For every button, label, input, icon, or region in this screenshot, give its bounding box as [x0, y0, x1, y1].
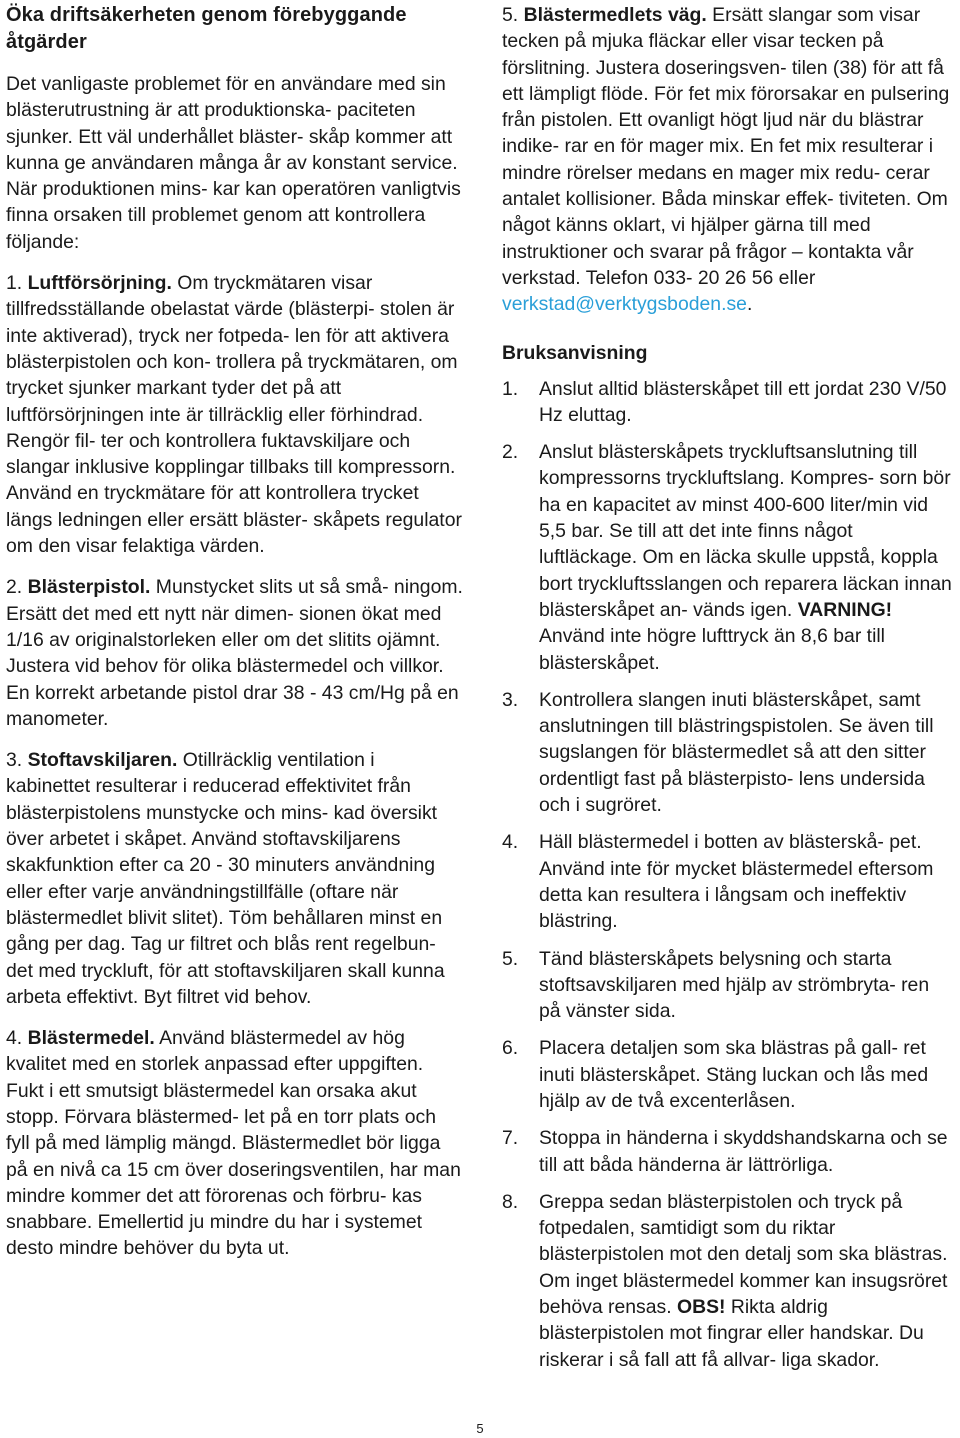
item-title: Stoftavskiljaren. [27, 749, 178, 772]
step-text: Greppa sedan blästerpistolen och tryck på fotpedalen, samtidigt som du riktar blästerpistolen mot den detalj som ska blästras. Om inget blästermedel kommer kan insugsröret behöva rensas. [539, 1190, 948, 1319]
step-number: 4. [502, 831, 519, 854]
email-link[interactable]: verkstad@verktygsboden.se [502, 293, 747, 316]
left-column [6, 0, 464, 1277]
email-suffix: . [746, 293, 753, 316]
step-text: Placera detaljen som ska blästras på gall- ret inuti blästerskåpet. Stäng luckan och lås med hjälp av de två excenterlåsen. [539, 1037, 929, 1112]
instruction-step [502, 946, 954, 1025]
item-text: Otillräcklig ventilation i kabinettet resulterar i reducerad effektivitet från blästerpistolens munstycke och mins- kad översikt över arbetet i skåpet. Använd stoftavskiljarens skakfunktion efter ca 20 - 30 minuters användning eller efter varje användningstillfälle (oftare när blästermedlet blivit slitet). Töm behållaren minst en gång per dag. Tag ur filtret och blås rent regelbun- det med tryckluft, för att stoftavskiljaren skall kunna arbeta effektivt. Byt filtret vid behov. [6, 749, 445, 1008]
instruction-step [502, 687, 954, 818]
instruction-steps [502, 376, 954, 1373]
instruction-step [502, 376, 954, 429]
step-number: 2. [502, 441, 519, 464]
instruction-step [502, 439, 954, 676]
step-number: 5. [502, 947, 519, 970]
item-text: Munstycket slits ut så små- ningom. Ersätt det med ett nytt när dimen- sionen ökat med 1/16 av originalstorleken eller om det slitits ojämnt. Justera vid behov för olika blästermedel och villkor. En korrekt arbetande pistol drar 38 - 43 cm/Hg på en manometer. [6, 576, 463, 730]
instruction-step [502, 1125, 954, 1178]
right-column [502, 0, 954, 1384]
step-text: Kontrollera slangen inuti blästerskåpet, samt anslutningen till blästringspistolen. Se även till sugslangen för blästermedlet så att den sitter ordentligt fast på blästerpisto- lens undersida och i sugröret. [539, 688, 934, 817]
step-text-after: Använd inte högre lufttryck än 8,6 bar till blästerskåpet. [539, 625, 885, 674]
instructions-heading: Bruksanvisning [502, 341, 648, 364]
step-number: 3. [502, 688, 519, 711]
step-text: Tänd blästerskåpets belysning och starta stoftsavskiljaren med hjälp av strömbryta- ren på vänster sida. [539, 947, 930, 1023]
warning-label: VARNING! [797, 598, 893, 621]
instruction-step [502, 829, 954, 934]
step-text: Stoppa in händerna i skyddshandskarna och se till att båda händerna är lättrörliga. [539, 1127, 948, 1176]
intro-paragraph: Det vanligaste problemet för en användare med sin blästerutrustning är att produktionska- paciteten sjunker. Ett väl underhållet bläster- skåp kommer att kunna ge användaren många år av konstant service. När produktionen mins- kar kan operatören vanligtvis finna orsaken till problemet genom att kontrollera följande: [6, 73, 461, 253]
item-number: 4. [6, 1027, 23, 1050]
maintenance-item-air-supply [6, 270, 464, 559]
section-heading: Öka driftsäkerheten genom förebyggande åtgärder [6, 4, 407, 53]
step-number: 6. [502, 1037, 519, 1060]
page-number: 5 [476, 1421, 484, 1436]
step-number: 7. [502, 1127, 519, 1150]
item-text: Ersätt slangar som visar tecken på mjuka fläckar eller visar tecken på förslitning. Justera doseringsven- tilen (38) för att få ett lämpligt flöde. För fet mix förorsakar en pulsering från pistolen. Ett ovanligt högt ljud när du blästrar indike- rar en för mager mix. En fet mix resulterar i mindre rörelser medans en mager mix redu- cerar antalet kollisioner. Båda minskar effek- tiviteten. Om något känns oklart, vi hjälper gärna till med instruktioner och svarar på frågor – kontakta vår verkstad. Telefon 033- 20 26 56 eller [502, 4, 950, 289]
item-text: Använd blästermedel av hög kvalitet med en storlek anpassad efter uppgiften. Fukt i ett smutsigt blästermedel kan orsaka akut stopp. Förvara blästermed- let på en torr plats och fyll på med lämplig mängd. Blästermedlet bör ligga på en nivå ca 15 cm över doseringsventilen, har man mindre kommer det att förorenas och förbru- kas snabbare. Emellertid ju mindre du har i systemet desto mindre behöver du byta ut. [6, 1027, 461, 1260]
caution-label: OBS! [676, 1296, 726, 1319]
maintenance-item-blast-gun [6, 574, 464, 732]
maintenance-item-dust-collector [6, 747, 464, 1010]
item-text: Om tryckmätaren visar tillfredsställande obelastat värde (blästerpi- stolen är inte aktiverad), tryck ner fotpeda- len för att aktivera blästerpistolen och kon- trollera på tryckmätaren, om trycket sjunker markant tyder det på att luftförsörjningen inte är tillräcklig eller förhindrad. Rengör fil- ter och kontrollera fuktavskiljare och slangar inklusive kopplingar tillbaks till kompressorn. Använd en tryckmätare för att kontrollera trycket längs ledningen eller ersätt bläster- skåpets regulator om den visar felaktiga värden. [6, 272, 462, 558]
step-text: Anslut blästerskåpets tryckluftsanslutning till kompressorns tryckluftslang. Kompres- sorn bör ha en kapacitet av minst 400-600 liter/min vid 5,5 bar. Se till att det inte finns något luftläckage. Om en läcka skulle uppstå, koppla bort tryckluftsslangen och reparera läckan innan blästerskåpet an- vänds igen. [539, 441, 952, 621]
item-title: Blästermedlets väg. [523, 4, 707, 26]
step-text: Häll blästermedel i botten av blästerskå- pet. Använd inte för mycket blästermedel eftersom detta kan resultera i långsam och ineffektiv blästring. [539, 831, 934, 933]
step-text-after: Rikta aldrig blästerpistolen mot fingrar eller handskar. Du riskerar i så fall att få allvar- liga skador. [539, 1296, 924, 1371]
step-number: 8. [502, 1190, 519, 1213]
item-number: 1. [6, 272, 23, 295]
item-title: Blästermedel. [27, 1027, 155, 1050]
item-number: 5. [502, 4, 519, 26]
item-number: 2. [6, 576, 23, 599]
instruction-step [502, 1189, 954, 1373]
item-title: Blästerpistol. [27, 576, 151, 599]
maintenance-item-abrasive [6, 1025, 464, 1262]
item-title: Luftförsörjning. [27, 272, 172, 295]
instruction-step [502, 1035, 954, 1114]
maintenance-item-abrasive-path [502, 2, 954, 318]
step-number: 1. [502, 377, 519, 400]
step-text: Anslut alltid blästerskåpet till ett jordat 230 V/50 Hz eluttag. [539, 377, 947, 426]
item-number: 3. [6, 749, 23, 772]
